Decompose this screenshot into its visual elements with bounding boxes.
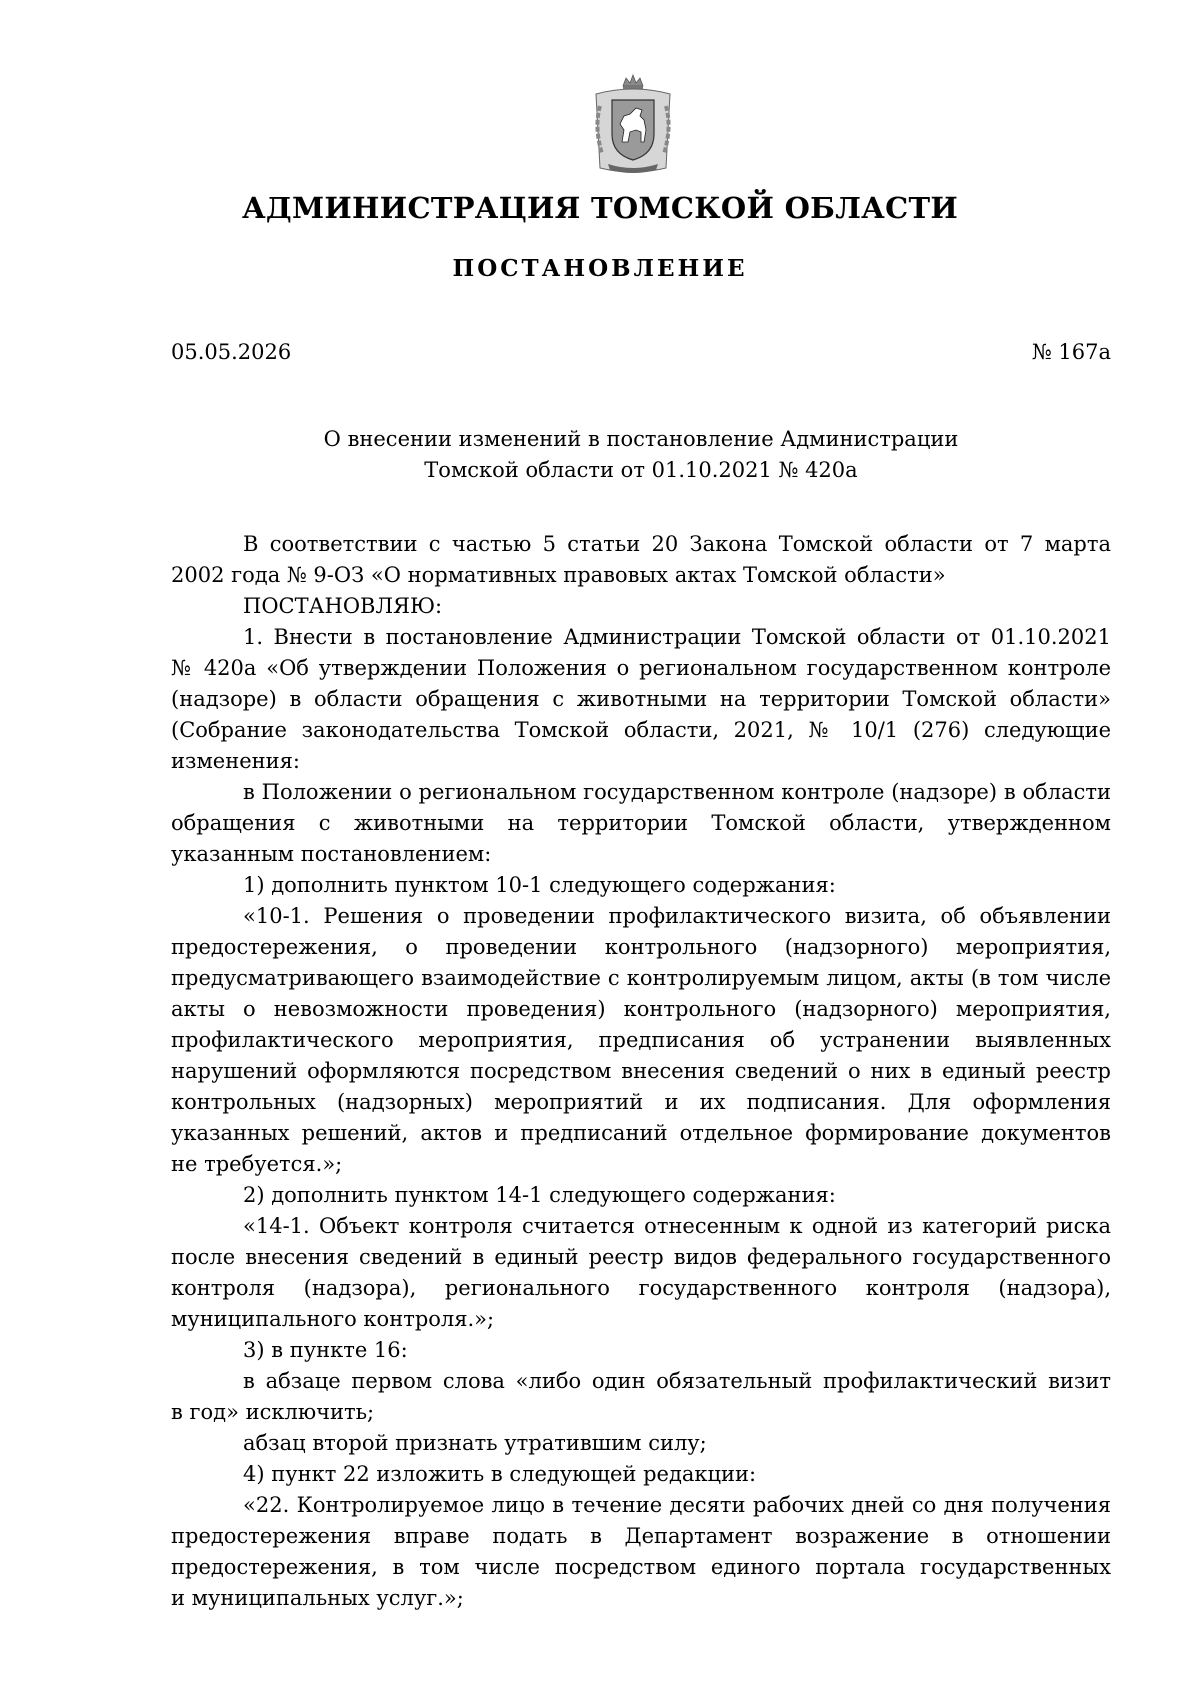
body-line: 2002 года № 9-ОЗ «О нормативных правовых актах Томской области» (171, 563, 946, 587)
document-date: 05.05.2026 (171, 340, 292, 364)
body-line: «10-1. Решения о проведении профилактического визита, об объявлении (243, 904, 1111, 928)
coat-of-arms-icon (586, 72, 680, 176)
body-line: предостережения вправе подать в Департамент возражение в отношении (171, 1524, 1111, 1548)
body-line: предусматривающего взаимодействие с контролируемым лицом, акты (в том числе (171, 966, 1111, 990)
document-body (171, 529, 1111, 1614)
body-line: контрольных (надзорных) мероприятий и их подписания. Для оформления (171, 1090, 1111, 1114)
body-line: № 420а «Об утверждении Положения о региональном государственном контроле (171, 656, 1111, 680)
body-line: в год» исключить; (171, 1400, 375, 1424)
body-line: в Положении о региональном государственном контроле (надзоре) в области (243, 780, 1111, 804)
body-line: (Собрание законодательства Томской области, 2021, № 10/1 (276) следующие (171, 718, 1111, 742)
body-line: 3) в пункте 16: (243, 1338, 408, 1362)
body-line: 4) пункт 22 изложить в следующей редакции: (243, 1462, 757, 1486)
body-line: контроля (надзора), регионального государственного контроля (надзора), (171, 1276, 1111, 1300)
document-number: № 167а (1031, 340, 1111, 364)
body-line: не требуется.»; (171, 1152, 343, 1176)
body-line: 1. Внести в постановление Администрации Томской области от 01.10.2021 (243, 625, 1111, 649)
body-line: предостережения, в том числе посредством единого портала государственных (171, 1555, 1111, 1579)
subject-line: О внесении изменений в постановление Администрации (323, 427, 959, 451)
body-line: указанных решений, актов и предписаний отдельное формирование документов (171, 1121, 1111, 1145)
body-line: в абзаце первом слова «либо один обязательный профилактический визит (243, 1369, 1111, 1393)
body-line: абзац второй признать утратившим силу; (243, 1431, 707, 1455)
body-line: обращения с животными на территории Томской области, утвержденном (171, 811, 1111, 835)
subject-line: Томской области от 01.10.2021 № 420а (424, 458, 858, 482)
body-line: «22. Контролируемое лицо в течение десяти рабочих дней со дня получения (243, 1493, 1111, 1517)
body-line: 2) дополнить пунктом 14-1 следующего содержания: (243, 1183, 836, 1207)
body-line: нарушений оформляются посредством внесения сведений о них в единый реестр (171, 1059, 1111, 1083)
document-subject (171, 424, 1111, 486)
body-line: «14-1. Объект контроля считается отнесенным к одной из категорий риска (243, 1214, 1111, 1238)
organization-title: АДМИНИСТРАЦИЯ ТОМСКОЙ ОБЛАСТИ (241, 191, 959, 225)
body-line: после внесения сведений в единый реестр видов федерального государственного (171, 1245, 1111, 1269)
body-line: и муниципальных услуг.»; (171, 1586, 464, 1610)
body-line: указанным постановлением: (171, 842, 492, 866)
body-line: В соответствии с частью 5 статьи 20 Закона Томской области от 7 марта (243, 532, 1111, 556)
body-line: ПОСТАНОВЛЯЮ: (243, 594, 443, 618)
body-line: (надзоре) в области обращения с животными на территории Томской области» (171, 687, 1111, 711)
body-line: акты о невозможности проведения) контрольного (надзорного) мероприятия, (171, 997, 1111, 1021)
body-line: изменения: (171, 749, 300, 773)
body-line: муниципального контроля.»; (171, 1307, 495, 1331)
body-line: профилактического мероприятия, предписания об устранении выявленных (171, 1028, 1111, 1052)
document-type: ПОСТАНОВЛЕНИЕ (452, 255, 748, 282)
body-line: предостережения, о проведении контрольного (надзорного) мероприятия, (171, 935, 1111, 959)
body-line: 1) дополнить пунктом 10-1 следующего содержания: (243, 873, 836, 897)
